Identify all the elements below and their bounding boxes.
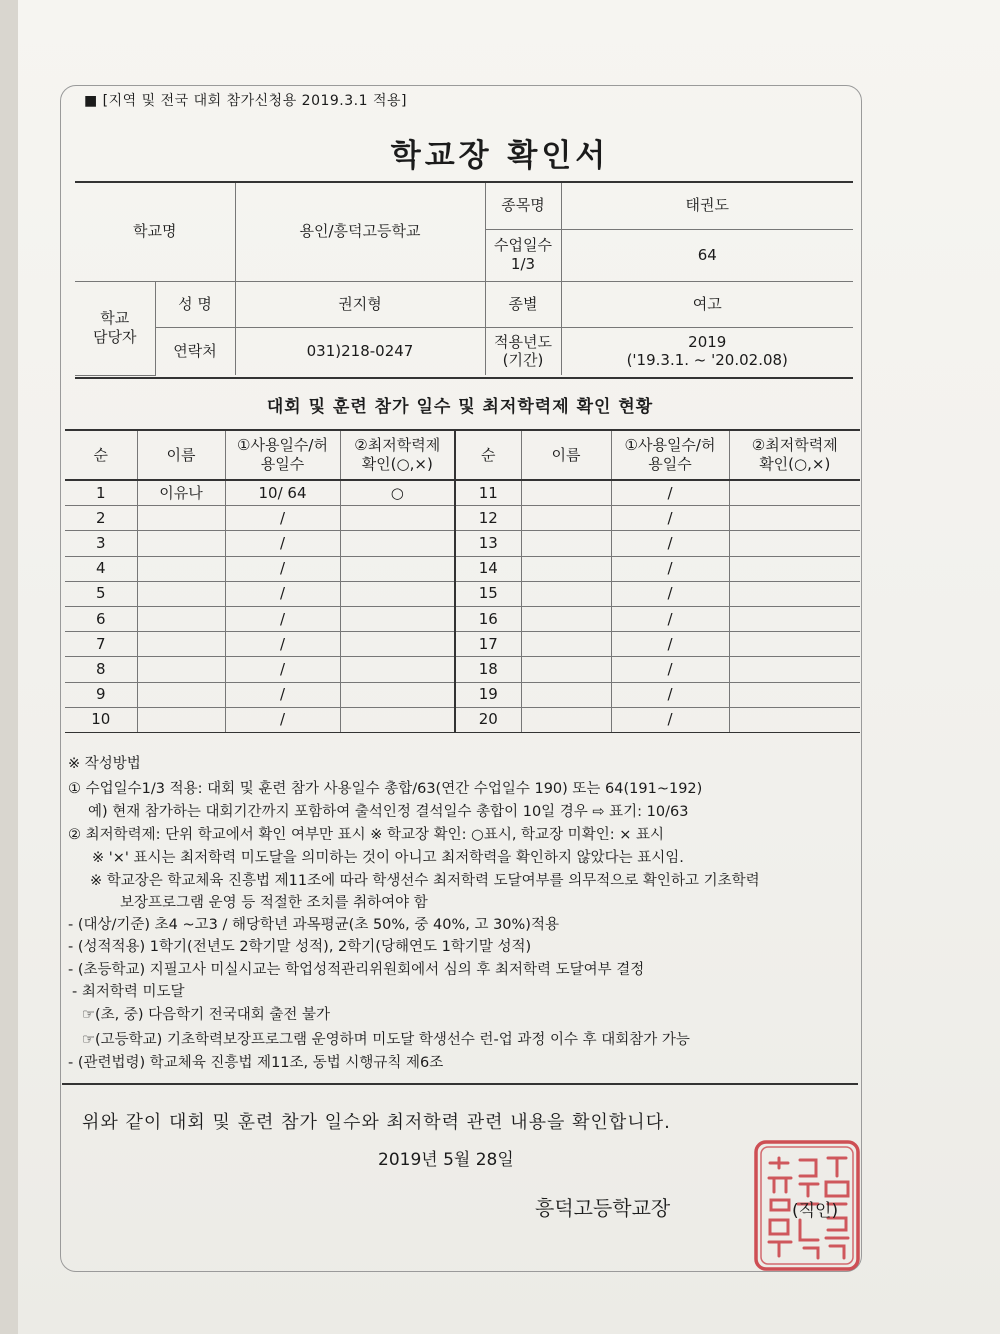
- col-days: ①사용일수/허 용일수: [225, 430, 340, 480]
- row-name: [137, 707, 225, 732]
- row-name-right: [521, 632, 611, 657]
- name-value: 권지형: [235, 281, 485, 327]
- table-row: [65, 556, 860, 581]
- row-name: [137, 506, 225, 531]
- row-name: [137, 606, 225, 631]
- row-days: 10/ 64: [225, 480, 340, 506]
- name-label: 성 명: [155, 281, 235, 327]
- row-no-right: 18: [455, 657, 521, 682]
- row-no-right: 13: [455, 531, 521, 556]
- seal-label: (직인): [792, 1201, 839, 1221]
- row-check: [340, 506, 455, 531]
- row-days: /: [225, 531, 340, 556]
- contact-value: 031)218-0247: [235, 327, 485, 375]
- row-name: [137, 657, 225, 682]
- row-check-right: [729, 632, 860, 657]
- row-name: [137, 581, 225, 606]
- row-days: /: [225, 682, 340, 707]
- row-no: 3: [65, 531, 137, 556]
- row-no-right: 12: [455, 506, 521, 531]
- row-days: /: [225, 707, 340, 732]
- row-name-right: [521, 556, 611, 581]
- row-days-right: /: [611, 632, 729, 657]
- page-title: 학교장 확인서: [390, 138, 610, 174]
- row-name: [137, 682, 225, 707]
- col-no: 순: [65, 430, 137, 480]
- row-name-right: [521, 480, 611, 506]
- row-days-right: /: [611, 707, 729, 732]
- table-row: [65, 632, 860, 657]
- table-row: [65, 581, 860, 606]
- row-days: /: [225, 657, 340, 682]
- note-line: 예) 현재 참가하는 대회기간까지 포함하여 출석인정 결석일수 총합이 10일 경우 ⇨ 표기: 10/63: [88, 804, 689, 820]
- row-check: [340, 556, 455, 581]
- info-table: [75, 183, 853, 376]
- row-name-right: [521, 682, 611, 707]
- row-no: 9: [65, 682, 137, 707]
- principal-name: 흥덕고등학교장: [535, 1196, 671, 1220]
- row-no-right: 11: [455, 480, 521, 506]
- row-days-right: /: [611, 556, 729, 581]
- sport-label: 종목명: [485, 183, 561, 229]
- year-label: 적용년도 (기간): [485, 327, 561, 375]
- row-no-right: 15: [455, 581, 521, 606]
- row-no-right: 20: [455, 707, 521, 732]
- note-line: ※ '×' 표시는 최저학력 미도달을 의미하는 것이 아니고 최저학력을 확인하지 않았다는 표시임.: [92, 850, 684, 866]
- row-check: [340, 682, 455, 707]
- gender-value: 여고: [561, 281, 853, 327]
- row-days-right: /: [611, 657, 729, 682]
- row-check-right: [729, 606, 860, 631]
- row-check: [340, 707, 455, 732]
- table-row: [65, 480, 860, 506]
- row-no-right: 17: [455, 632, 521, 657]
- info-divider: [75, 377, 853, 379]
- table-row: [65, 506, 860, 531]
- row-check-right: [729, 556, 860, 581]
- row-check-right: [729, 581, 860, 606]
- row-days: /: [225, 632, 340, 657]
- row-no-right: 16: [455, 606, 521, 631]
- confirm-statement: 위와 같이 대회 및 훈련 참가 일수와 최저학력 관련 내용을 확인합니다.: [82, 1112, 671, 1133]
- days-value: 64: [561, 229, 853, 281]
- row-check: ○: [340, 480, 455, 506]
- note-line: - (대상/기준) 초4 ~고3 / 해당학년 과목평균(초 50%, 중 40%, 고 30%)적용: [68, 917, 559, 933]
- row-name-right: [521, 707, 611, 732]
- row-no-right: 19: [455, 682, 521, 707]
- note-line: ☞(초, 중) 다음학기 전국대회 출전 불가: [82, 1007, 331, 1023]
- year-value: 2019 ('19.3.1. ~ '20.02.08): [561, 327, 853, 375]
- sport-value: 태권도: [561, 183, 853, 229]
- row-no-right: 14: [455, 556, 521, 581]
- row-days-right: /: [611, 480, 729, 506]
- row-days-right: /: [611, 606, 729, 631]
- note-line: - 최저학력 미도달: [72, 984, 185, 1000]
- table-row: [65, 657, 860, 682]
- row-check-right: [729, 480, 860, 506]
- row-name: [137, 531, 225, 556]
- issue-date: 2019년 5월 28일: [378, 1150, 514, 1170]
- section-title: 대회 및 훈련 참가 일수 및 최저학력제 확인 현황: [266, 397, 654, 417]
- note-line: ② 최저학력제: 단위 학교에서 확인 여부만 표시 ※ 학교장 확인: ○표시, 학교장 미확인: × 표시: [68, 827, 664, 843]
- col-no-right: 순: [455, 430, 521, 480]
- note-line: 보장프로그램 운영 등 적절한 조치를 취하여야 함: [120, 895, 428, 911]
- row-check: [340, 657, 455, 682]
- contact-label: 연락처: [155, 327, 235, 375]
- days-label: 수업일수 1/3: [485, 229, 561, 281]
- note-line: ① 수업일수1/3 적용: 대회 및 훈련 참가 사용일수 총합/63(연간 수업일수 190) 또는 64(191~192): [68, 781, 703, 797]
- row-days: /: [225, 556, 340, 581]
- row-no: 4: [65, 556, 137, 581]
- row-check: [340, 531, 455, 556]
- row-no: 7: [65, 632, 137, 657]
- row-name: 이유나: [137, 480, 225, 506]
- note-line: ☞(고등학교) 기초학력보장프로그램 운영하며 미도달 학생선수 런-업 과정 이수 후 대회참가 가능: [82, 1032, 690, 1048]
- table-row: [65, 531, 860, 556]
- row-days: /: [225, 506, 340, 531]
- row-days-right: /: [611, 506, 729, 531]
- table-header-row: [65, 430, 860, 480]
- row-check-right: [729, 531, 860, 556]
- participation-table: [65, 429, 860, 733]
- row-check: [340, 606, 455, 631]
- row-no: 2: [65, 506, 137, 531]
- row-days: /: [225, 606, 340, 631]
- row-name: [137, 556, 225, 581]
- table-row: [65, 606, 860, 631]
- row-name-right: [521, 606, 611, 631]
- note-line: - (초등학교) 지필고사 미실시교는 학업성적관리위원회에서 심의 후 최저학력 도달여부 결정: [68, 962, 645, 978]
- row-no: 10: [65, 707, 137, 732]
- note-line: ※ 작성방법: [68, 756, 141, 772]
- manager-label: 학교 담당자: [75, 281, 155, 375]
- col-name: 이름: [137, 430, 225, 480]
- row-days-right: /: [611, 531, 729, 556]
- gender-label: 종별: [485, 281, 561, 327]
- col-name-right: 이름: [521, 430, 611, 480]
- col-min: ②최저학력제 확인(○,×): [340, 430, 455, 480]
- row-no: 5: [65, 581, 137, 606]
- row-no: 1: [65, 480, 137, 506]
- row-check: [340, 581, 455, 606]
- col-min-right: ②최저학력제 확인(○,×): [729, 430, 860, 480]
- school-name: 용인/흥덕고등학교: [235, 183, 485, 281]
- row-no: 6: [65, 606, 137, 631]
- row-name-right: [521, 581, 611, 606]
- row-no: 8: [65, 657, 137, 682]
- row-name-right: [521, 506, 611, 531]
- row-name-right: [521, 531, 611, 556]
- row-days-right: /: [611, 682, 729, 707]
- row-check: [340, 632, 455, 657]
- row-check-right: [729, 707, 860, 732]
- row-check-right: [729, 682, 860, 707]
- table-row: [65, 707, 860, 732]
- col-days-right: ①사용일수/허 용일수: [611, 430, 729, 480]
- row-days: /: [225, 581, 340, 606]
- table-row: [65, 682, 860, 707]
- notes-divider: [62, 1083, 858, 1085]
- row-check-right: [729, 506, 860, 531]
- row-name: [137, 632, 225, 657]
- note-line: - (성적적용) 1학기(전년도 2학기말 성적), 2학기(당해연도 1학기말 성적): [68, 939, 532, 955]
- school-label: 학교명: [75, 183, 235, 281]
- row-check-right: [729, 657, 860, 682]
- row-days-right: /: [611, 581, 729, 606]
- note-line: - (관련법령) 학교체육 진흥법 제11조, 동법 시행규칙 제6조: [68, 1055, 444, 1071]
- header-note: ■ [지역 및 전국 대회 참가신청용 2019.3.1 적용]: [84, 93, 407, 109]
- note-line: ※ 학교장은 학교체육 진흥법 제11조에 따라 학생선수 최저학력 도달여부를 의무적으로 확인하고 기초학력: [90, 873, 760, 889]
- row-name-right: [521, 657, 611, 682]
